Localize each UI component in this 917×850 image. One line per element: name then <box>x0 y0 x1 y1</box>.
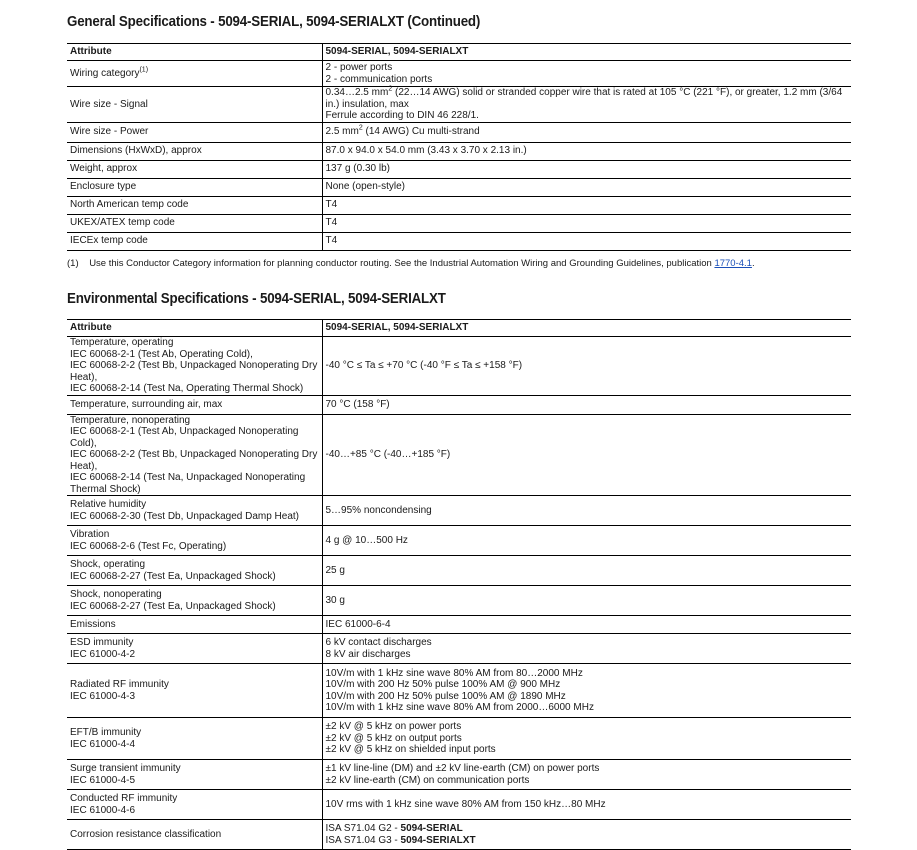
table-row <box>67 122 851 142</box>
value-cell: 70 °C (158 °F) <box>322 395 851 414</box>
value-text: 2.5 mm <box>325 126 359 138</box>
value-header: 5094-SERIAL, 5094-SERIALXT <box>322 44 851 61</box>
value-cell: ±1 kV line-line (DM) and ±2 kV line-earth (CM) on power ports ±2 kV line-earth (CM) on communication ports <box>322 760 851 790</box>
table-row <box>67 414 851 496</box>
table-row <box>67 61 851 87</box>
value-cell: 10V rms with 1 kHz sine wave 80% AM from 150 kHz…80 MHz <box>322 790 851 820</box>
table-row <box>67 87 851 123</box>
value-cell: 2 - power ports 2 - communication ports <box>322 61 851 87</box>
attribute-cell: Emissions <box>67 616 322 634</box>
footnote-marker: (1) <box>67 258 79 269</box>
value-text: (14 AWG) Cu multi-strand <box>362 126 480 138</box>
value-cell: 30 g <box>322 586 851 616</box>
attribute-text: Wiring category <box>70 67 140 79</box>
footnote <box>67 258 851 269</box>
value-cell: 4 g @ 10…500 Hz <box>322 526 851 556</box>
value-text: (22…14 AWG) solid or stranded copper wire that is rated at 105 °C (221 °F), or greater, 1.2 mm (3/64 in.) insulation, max Ferrule according to DIN 46 228/1. <box>325 87 843 121</box>
table-row <box>67 820 851 850</box>
publication-link[interactable]: 1770-4.1 <box>714 258 752 269</box>
value-text: ISA S71.04 G2 - <box>325 823 401 834</box>
attribute-header: Attribute <box>67 44 322 61</box>
value-cell: IEC 61000-6-4 <box>322 616 851 634</box>
table-row <box>67 142 851 160</box>
attribute-cell: Temperature, operating IEC 60068-2-1 (Test Ab, Operating Cold), IEC 60068-2-2 (Test Bb, Unpackaged Nonoperating Dry Heat), IEC 60068-2-14 (Test Na, Operating Thermal Shock) <box>67 337 322 396</box>
table-row <box>67 586 851 616</box>
catalog-number: 5094-SERIALXT <box>400 834 476 846</box>
value-cell: 10V/m with 1 kHz sine wave 80% AM from 80…2000 MHz 10V/m with 200 Hz 50% pulse 100% AM @ 900 MHz 10V/m with 200 Hz 50% pulse 100% AM @ 1890 MHz 10V/m with 1 kHz sine wave 80% AM from 2000…6000 MHz <box>322 664 851 718</box>
table-row <box>67 616 851 634</box>
value-cell: ±2 kV @ 5 kHz on power ports ±2 kV @ 5 kHz on output ports ±2 kV @ 5 kHz on shielded input ports <box>322 718 851 760</box>
superscript: 2 <box>358 124 363 132</box>
footnote-text: Use this Conductor Category information for planning conductor routing. See the Industrial Automation Wiring and Grounding Guidelines, publication <box>89 258 715 269</box>
attribute-cell: Conducted RF immunity IEC 61000-4-6 <box>67 790 322 820</box>
table-row <box>67 214 851 232</box>
footnote-ref: (1) <box>139 66 149 74</box>
value-cell <box>322 820 851 850</box>
value-cell: 25 g <box>322 556 851 586</box>
table-row <box>67 160 851 178</box>
value-cell: 137 g (0.30 lb) <box>322 160 851 178</box>
environmental-specs-table <box>67 319 851 850</box>
attribute-cell: Shock, nonoperating IEC 60068-2-27 (Test Ea, Unpackaged Shock) <box>67 586 322 616</box>
attribute-header: Attribute <box>67 320 322 337</box>
value-cell: 87.0 x 94.0 x 54.0 mm (3.43 x 3.70 x 2.13 in.) <box>322 142 851 160</box>
value-cell: 6 kV contact discharges 8 kV air discharges <box>322 634 851 664</box>
attribute-cell: Wire size - Power <box>67 122 322 142</box>
table-row <box>67 556 851 586</box>
attribute-cell: Temperature, surrounding air, max <box>67 395 322 414</box>
value-cell: T4 <box>322 232 851 250</box>
value-cell: T4 <box>322 214 851 232</box>
superscript: 2 <box>388 85 393 93</box>
value-cell: T4 <box>322 196 851 214</box>
table-row <box>67 337 851 396</box>
value-cell: 5…95% noncondensing <box>322 496 851 526</box>
attribute-cell: Relative humidity IEC 60068-2-30 (Test Db, Unpackaged Damp Heat) <box>67 496 322 526</box>
value-text: 0.34…2.5 mm <box>325 87 389 98</box>
attribute-cell: IECEx temp code <box>67 232 322 250</box>
attribute-cell: EFT/B immunity IEC 61000-4-4 <box>67 718 322 760</box>
attribute-cell: Radiated RF immunity IEC 61000-4-3 <box>67 664 322 718</box>
table-row <box>67 718 851 760</box>
footnote-end: . <box>751 258 755 269</box>
value-text: ISA S71.04 G3 - <box>325 834 401 846</box>
table-row <box>67 395 851 414</box>
table-row <box>67 526 851 556</box>
attribute-cell: Shock, operating IEC 60068-2-27 (Test Ea, Unpackaged Shock) <box>67 556 322 586</box>
attribute-cell: ESD immunity IEC 61000-4-2 <box>67 634 322 664</box>
attribute-cell: Surge transient immunity IEC 61000-4-5 <box>67 760 322 790</box>
attribute-cell: Enclosure type <box>67 178 322 196</box>
attribute-cell: Temperature, nonoperating IEC 60068-2-1 (Test Ab, Unpackaged Nonoperating Cold), IEC 60068-2-2 (Test Bb, Unpackaged Nonoperating Dry Heat), IEC 60068-2-14 (Test Na, Unpackaged Nonoperating Thermal Shock) <box>67 414 322 496</box>
table-row <box>67 664 851 718</box>
attribute-cell <box>67 61 322 87</box>
catalog-number: 5094-SERIAL <box>400 823 463 834</box>
value-cell: None (open-style) <box>322 178 851 196</box>
table-row <box>67 496 851 526</box>
value-cell <box>322 87 851 123</box>
table-row <box>67 178 851 196</box>
attribute-cell: Dimensions (HxWxD), approx <box>67 142 322 160</box>
environmental-specs-title: Environmental Specifications - 5094-SERIAL, 5094-SERIALXT <box>67 291 446 307</box>
table-row <box>67 232 851 250</box>
value-header: 5094-SERIAL, 5094-SERIALXT <box>322 320 851 337</box>
table-row <box>67 196 851 214</box>
table-row <box>67 790 851 820</box>
attribute-cell: Vibration IEC 60068-2-6 (Test Fc, Operating) <box>67 526 322 556</box>
table-row <box>67 760 851 790</box>
attribute-cell: North American temp code <box>67 196 322 214</box>
value-cell <box>322 122 851 142</box>
attribute-cell: Weight, approx <box>67 160 322 178</box>
attribute-cell: UKEX/ATEX temp code <box>67 214 322 232</box>
attribute-cell: Corrosion resistance classification <box>67 820 322 850</box>
attribute-cell: Wire size - Signal <box>67 87 322 123</box>
value-cell: -40 °C ≤ Ta ≤ +70 °C (-40 °F ≤ Ta ≤ +158 °F) <box>322 337 851 396</box>
general-specs-title: General Specifications - 5094-SERIAL, 5094-SERIALXT (Continued) <box>67 14 481 30</box>
table-header-row <box>67 320 851 337</box>
table-header-row <box>67 44 851 61</box>
table-row <box>67 634 851 664</box>
value-cell: -40…+85 °C (-40…+185 °F) <box>322 414 851 496</box>
general-specs-table <box>67 43 851 251</box>
